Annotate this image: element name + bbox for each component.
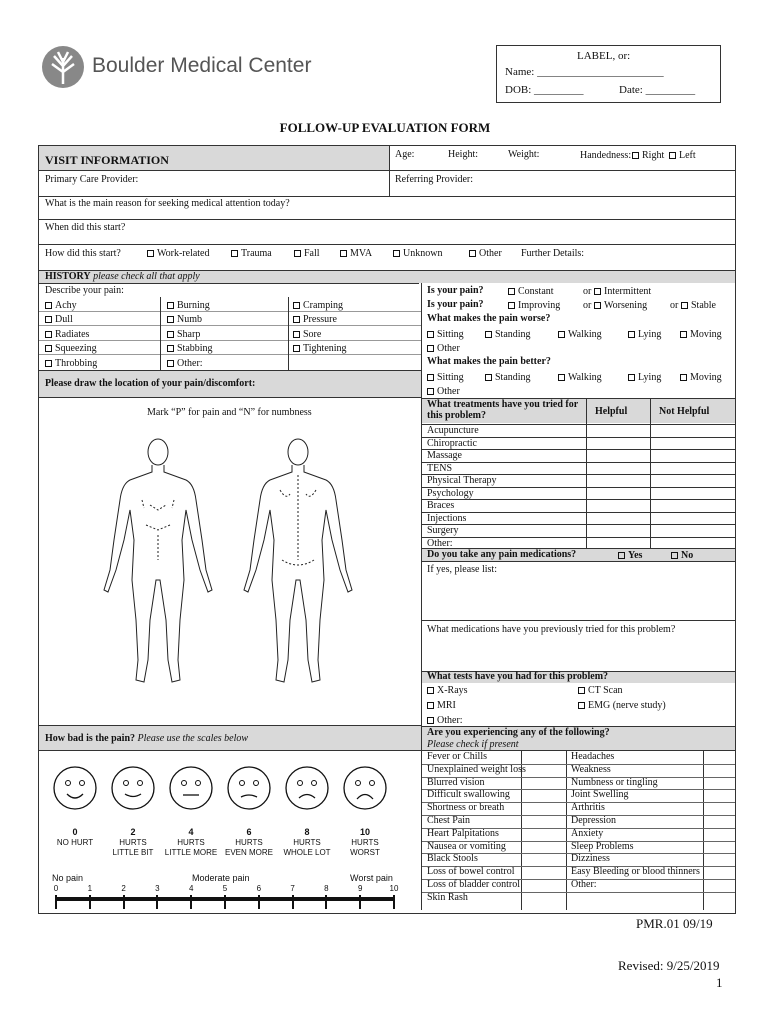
- xrays-option[interactable]: X-Rays: [427, 685, 468, 697]
- checkbox-icon[interactable]: [45, 360, 52, 367]
- worsening-option[interactable]: Worsening: [594, 300, 647, 312]
- scale-tick-label: 7: [290, 884, 295, 893]
- pain-descriptor[interactable]: Numb: [167, 314, 202, 326]
- referring-field[interactable]: Referring Provider:: [395, 174, 474, 185]
- scale-tick-label: 3: [155, 884, 160, 893]
- worse-position-option[interactable]: Sitting: [427, 329, 464, 341]
- scale-tick-label: 1: [87, 884, 93, 893]
- treatment-item: Physical Therapy: [427, 475, 497, 486]
- previous-meds-field[interactable]: What medications have you previously tried for this problem?: [427, 624, 676, 635]
- treatments-question: What treatments have you tried for this problem?: [427, 399, 578, 421]
- weight-field[interactable]: Weight:: [508, 149, 540, 160]
- pain-descriptor[interactable]: Radiates: [45, 329, 89, 341]
- body-back-figure: [244, 439, 352, 682]
- face-label: HURTS EVEN MORE: [224, 838, 273, 857]
- symptom-item: Easy Bleeding or blood thinners: [571, 866, 700, 878]
- symptom-item: Sleep Problems: [571, 840, 634, 852]
- symptom-item: Difficult swallowing: [427, 789, 510, 801]
- face-2-icon[interactable]: [109, 764, 157, 812]
- checkbox-icon[interactable]: [147, 250, 154, 257]
- logo: [40, 44, 320, 90]
- scale-question: How bad is the pain? Please use the scales below: [45, 733, 249, 744]
- face-label: NO HURT: [56, 838, 94, 847]
- checkbox-icon[interactable]: [558, 374, 565, 381]
- checkbox-icon[interactable]: [628, 331, 635, 338]
- symptom-item: Blurred vision: [427, 776, 485, 788]
- checkbox-icon[interactable]: [508, 288, 515, 295]
- face-number: 2: [130, 827, 136, 837]
- history-heading: HISTORY please check all that apply: [45, 271, 200, 282]
- checkbox-icon[interactable]: [485, 374, 492, 381]
- stable-option[interactable]: Stable: [681, 300, 716, 312]
- checkbox-icon[interactable]: [340, 250, 347, 257]
- symptom-item: Depression: [571, 815, 616, 826]
- checkbox-icon[interactable]: [293, 345, 300, 352]
- age-field[interactable]: Age:: [395, 149, 415, 160]
- scale-tick-label: 8: [324, 884, 329, 893]
- visit-heading: VISIT INFORMATION: [45, 153, 169, 167]
- symptom-item: Anxiety: [571, 827, 604, 839]
- treatment-item: Other:: [427, 537, 453, 549]
- treatment-item: Psychology: [427, 487, 474, 499]
- face-10-icon[interactable]: [341, 764, 389, 812]
- better-other[interactable]: Other: [427, 386, 460, 398]
- checkbox-icon[interactable]: [671, 552, 678, 559]
- checkbox-icon[interactable]: [680, 331, 687, 338]
- pain-descriptor[interactable]: Achy: [45, 300, 77, 312]
- checkbox-icon[interactable]: [393, 250, 400, 257]
- checkbox-icon[interactable]: [427, 702, 434, 709]
- treatment-item: Chiropractic: [427, 437, 477, 449]
- face-label: HURTS LITTLE BIT: [112, 838, 154, 857]
- symptoms-note: Please check if present: [427, 739, 519, 750]
- checkbox-icon[interactable]: [680, 374, 687, 381]
- moderate-pain-label: Moderate pain: [192, 873, 250, 883]
- logo-text: Boulder Medical Center: [92, 54, 312, 77]
- checkbox-icon[interactable]: [427, 388, 434, 395]
- scale-tick-label: 10: [389, 884, 399, 893]
- worse-position-option[interactable]: Walking: [558, 329, 602, 341]
- symptom-item: Joint Swelling: [571, 789, 629, 801]
- symptom-item: Unexplained weight loss: [427, 763, 526, 775]
- name-field[interactable]: Name: _______________________: [505, 66, 664, 78]
- pain-descriptor[interactable]: Throbbing: [45, 358, 97, 370]
- treatment-item: Surgery: [427, 525, 459, 536]
- dob-field[interactable]: DOB: _________: [505, 84, 584, 96]
- pain-descriptor[interactable]: Sharp: [167, 329, 200, 341]
- tree-logo-icon: [40, 44, 86, 90]
- reason-field[interactable]: What is the main reason for seeking medical attention today?: [45, 198, 290, 209]
- checkbox-icon[interactable]: [167, 360, 174, 367]
- face-number: 10: [359, 827, 370, 837]
- checkbox-icon[interactable]: [485, 331, 492, 338]
- worst-pain-label: Worst pain: [350, 873, 393, 883]
- better-position-option[interactable]: Walking: [558, 372, 602, 384]
- symptom-item: Numbness or tingling: [571, 776, 658, 788]
- how-option[interactable]: Unknown: [393, 248, 442, 260]
- pain-descriptor[interactable]: Squeezing: [45, 343, 97, 355]
- checkbox-icon[interactable]: [578, 687, 585, 694]
- checkbox-icon[interactable]: [469, 250, 476, 257]
- body-front-figure: [104, 439, 212, 682]
- symptom-item: Heart Palpitations: [427, 827, 499, 839]
- better-position-option[interactable]: Sitting: [427, 372, 464, 384]
- worse-position-option[interactable]: Lying: [628, 329, 661, 341]
- checkbox-icon[interactable]: [669, 152, 676, 159]
- symptom-item: Shortness or breath: [427, 802, 505, 814]
- handedness-left[interactable]: Left: [669, 150, 696, 162]
- checkbox-icon[interactable]: [427, 717, 434, 724]
- checkbox-icon[interactable]: [427, 345, 434, 352]
- meds-no[interactable]: No: [671, 550, 693, 562]
- tests-question: What tests have you had for this problem?: [427, 671, 609, 682]
- scale-tick-label: 2: [121, 884, 126, 893]
- better-position-option[interactable]: Standing: [485, 372, 531, 384]
- how-option[interactable]: Work-related: [147, 248, 210, 260]
- face-label: HURTS LITTLE MORE: [164, 838, 218, 857]
- face-label: HURTS WHOLE LOT: [283, 838, 331, 857]
- further-details-field[interactable]: Further Details:: [521, 248, 585, 259]
- checkbox-icon[interactable]: [508, 302, 515, 309]
- symptom-item: Loss of bowel control: [427, 866, 515, 878]
- body-diagram[interactable]: [80, 430, 410, 710]
- worse-other[interactable]: Other: [427, 343, 460, 355]
- scale-tick-label: 5: [222, 884, 228, 893]
- form-title: FOLLOW-UP EVALUATION FORM: [279, 120, 491, 135]
- better-question: What makes the pain better?: [427, 356, 551, 367]
- tests-other-option[interactable]: Other:: [427, 715, 463, 727]
- checkbox-icon[interactable]: [293, 316, 300, 323]
- checkbox-icon[interactable]: [293, 331, 300, 338]
- checkbox-icon[interactable]: [294, 250, 301, 257]
- mark-note: Mark “P” for pain and “N” for numbness: [147, 407, 312, 418]
- constant-option[interactable]: Constant: [508, 286, 554, 298]
- mri-option[interactable]: MRI: [427, 700, 456, 712]
- treatment-item: Injections: [427, 512, 467, 524]
- pain-descriptor[interactable]: Stabbing: [167, 343, 213, 355]
- not-helpful-header: Not Helpful: [659, 406, 710, 417]
- checkbox-icon[interactable]: [632, 152, 639, 159]
- meds-yes[interactable]: Yes: [618, 550, 642, 562]
- checkbox-icon[interactable]: [167, 345, 174, 352]
- checkbox-icon[interactable]: [618, 552, 625, 559]
- face-label: HURTS WORST: [350, 838, 380, 857]
- draw-label: Please draw the location of your pain/discomfort:: [45, 378, 256, 389]
- checkbox-icon[interactable]: [628, 374, 635, 381]
- symptom-item: Other:: [571, 879, 597, 890]
- handedness-label: Handedness:: [580, 150, 632, 161]
- checkbox-icon[interactable]: [231, 250, 238, 257]
- checkbox-icon[interactable]: [167, 331, 174, 338]
- symptom-item: Arthritis: [571, 802, 605, 814]
- meds-list-field[interactable]: If yes, please list:: [427, 564, 497, 575]
- how-option[interactable]: MVA: [340, 248, 372, 260]
- or-2: or: [583, 300, 592, 311]
- intermittent-option[interactable]: Intermittent: [594, 286, 651, 298]
- symptom-item: Loss of bladder control: [427, 879, 521, 890]
- is-pain-label-2: Is your pain?: [427, 299, 484, 310]
- pain-descriptor[interactable]: Pressure: [293, 314, 337, 326]
- worse-position-option[interactable]: Moving: [680, 329, 722, 341]
- better-position-option[interactable]: Lying: [628, 372, 661, 384]
- describe-pain-label: Describe your pain:: [45, 285, 124, 296]
- scale-tick-label: 4: [188, 884, 194, 893]
- label-title: LABEL, or:: [577, 50, 631, 62]
- pain-descriptor[interactable]: Dull: [45, 314, 73, 326]
- primary-care-field[interactable]: Primary Care Provider:: [45, 174, 139, 185]
- date-field[interactable]: Date: _________: [619, 84, 696, 96]
- page-number: 1: [716, 975, 723, 990]
- face-8-icon[interactable]: [283, 764, 331, 812]
- improving-option[interactable]: Improving: [508, 300, 560, 312]
- face-number: 0: [72, 827, 78, 837]
- revised-date: Revised: 9/25/2019: [618, 958, 720, 973]
- symptom-item: Fever or Chills: [427, 751, 487, 762]
- checkbox-icon[interactable]: [45, 302, 52, 309]
- when-field[interactable]: When did this start?: [45, 222, 126, 233]
- symptom-item: Black Stools: [427, 853, 478, 865]
- pain-scale-ruler[interactable]: [56, 897, 394, 901]
- pain-descriptor[interactable]: Sore: [293, 329, 321, 341]
- treatment-item: TENS: [427, 462, 452, 474]
- handedness-right[interactable]: Right: [632, 150, 664, 162]
- no-pain-label: No pain: [52, 873, 84, 883]
- face-6-icon[interactable]: [225, 764, 273, 812]
- meds-question: Do you take any pain medications?: [427, 549, 577, 560]
- symptom-item: Chest Pain: [427, 815, 471, 826]
- symptoms-question: Are you experiencing any of the following?: [427, 727, 610, 738]
- checkbox-icon[interactable]: [45, 316, 52, 323]
- symptom-item: Nausea or vomiting: [427, 840, 506, 852]
- symptom-item: Headaches: [571, 751, 615, 762]
- face-number: 6: [246, 827, 252, 837]
- scale-tick-label: 9: [357, 884, 363, 893]
- patient-label-box: [496, 45, 721, 103]
- checkbox-icon[interactable]: [167, 316, 174, 323]
- checkbox-icon[interactable]: [45, 345, 52, 352]
- worse-position-option[interactable]: Standing: [485, 329, 531, 341]
- checkbox-icon[interactable]: [427, 331, 434, 338]
- or-3: or: [670, 300, 679, 311]
- checkbox-icon[interactable]: [558, 331, 565, 338]
- pain-descriptor[interactable]: Burning: [167, 300, 210, 312]
- pain-descriptor[interactable]: Cramping: [293, 300, 343, 312]
- how-option[interactable]: Trauma: [231, 248, 272, 260]
- better-position-option[interactable]: Moving: [680, 372, 722, 384]
- or-1: or: [583, 286, 592, 297]
- how-label: How did this start?: [45, 248, 121, 259]
- form-code: PMR.01 09/19: [636, 916, 713, 931]
- is-pain-label: Is your pain?: [427, 285, 484, 296]
- treatment-item: Braces: [427, 500, 455, 511]
- checkbox-icon[interactable]: [167, 302, 174, 309]
- height-field[interactable]: Height:: [448, 149, 478, 160]
- symptom-item: Skin Rash: [427, 891, 468, 903]
- checkbox-icon[interactable]: [578, 702, 585, 709]
- symptom-item: Dizziness: [571, 853, 610, 865]
- symptom-item: Weakness: [571, 763, 611, 775]
- worse-question: What makes the pain worse?: [427, 313, 551, 324]
- checkbox-icon[interactable]: [427, 374, 434, 381]
- face-number: 8: [304, 827, 310, 837]
- emg-option[interactable]: EMG (nerve study): [578, 700, 666, 712]
- scale-tick-label: 0: [53, 884, 59, 893]
- checkbox-icon[interactable]: [681, 302, 688, 309]
- treatment-item: Acupuncture: [427, 425, 479, 436]
- checkbox-icon[interactable]: [293, 302, 300, 309]
- treatment-item: Massage: [427, 450, 462, 461]
- face-0-icon[interactable]: [51, 764, 99, 812]
- scale-tick-label: 6: [256, 884, 262, 893]
- face-number: 4: [188, 827, 194, 837]
- helpful-header: Helpful: [595, 406, 628, 417]
- ct-option[interactable]: CT Scan: [578, 685, 623, 697]
- checkbox-icon[interactable]: [594, 288, 601, 295]
- pain-descriptor[interactable]: Other:: [167, 358, 203, 370]
- face-4-icon[interactable]: [167, 764, 215, 812]
- how-option[interactable]: Fall: [294, 248, 320, 260]
- how-option[interactable]: Other: [469, 248, 502, 260]
- pain-descriptor[interactable]: Tightening: [293, 343, 347, 355]
- checkbox-icon[interactable]: [594, 302, 601, 309]
- checkbox-icon[interactable]: [427, 687, 434, 694]
- checkbox-icon[interactable]: [45, 331, 52, 338]
